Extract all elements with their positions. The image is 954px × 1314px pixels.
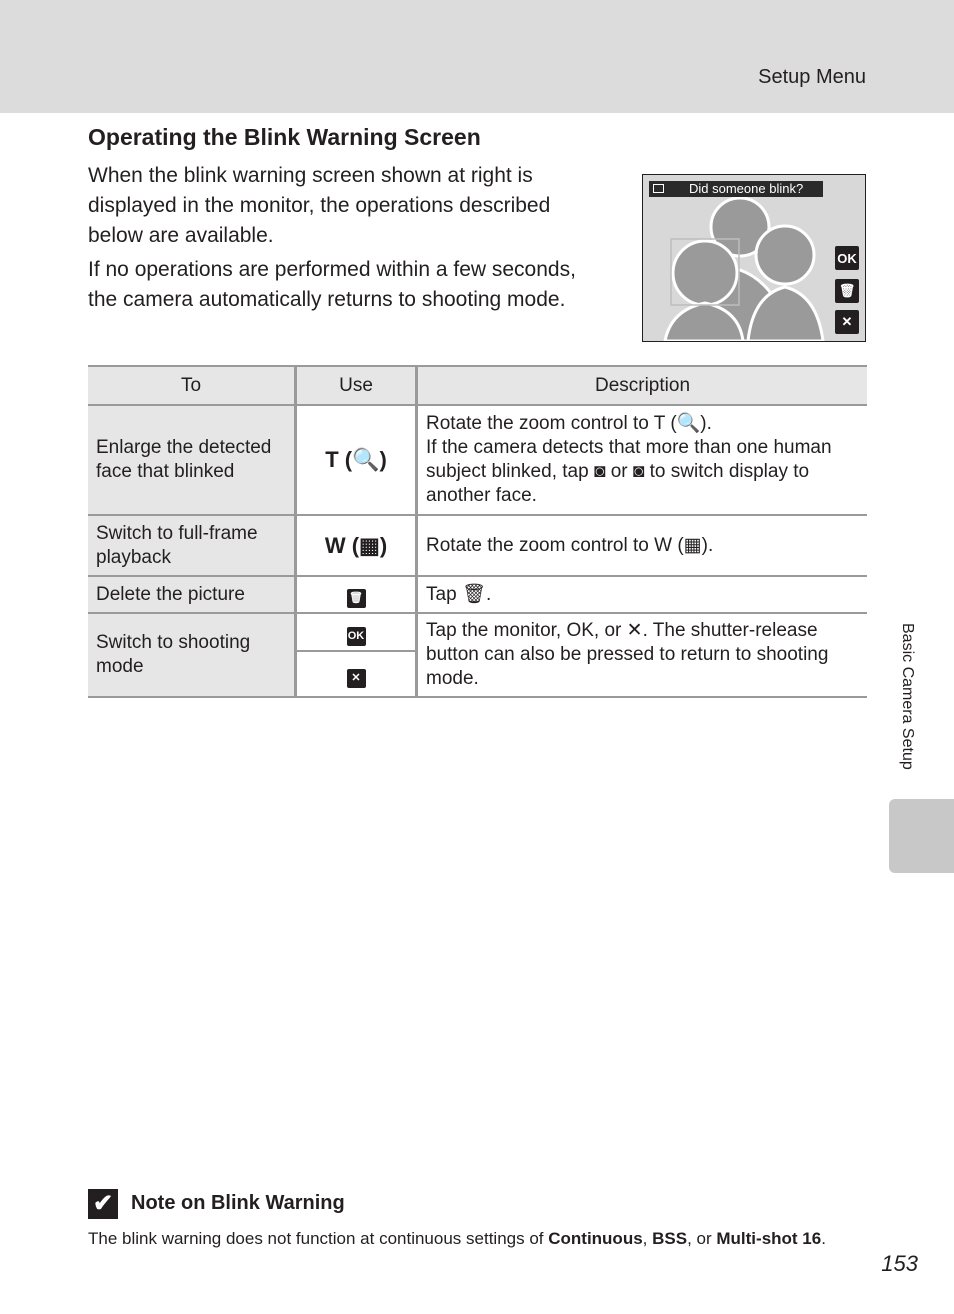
section-title: Operating the Blink Warning Screen [88, 124, 481, 150]
row-action: Switch to full-frame playback [88, 515, 296, 576]
column-header-use: Use [296, 366, 417, 405]
row-description [417, 405, 868, 515]
row-control [296, 613, 417, 651]
note-title: Note on Blink Warning [131, 1192, 345, 1214]
table-row [88, 405, 867, 515]
column-header-description: Description [417, 366, 868, 405]
table-header-row [88, 366, 867, 405]
table-row [88, 613, 867, 651]
side-tab[interactable] [889, 799, 954, 873]
row-control [296, 576, 417, 613]
side-tab-label: Basic Camera Setup [899, 623, 916, 770]
note-setting-multishot: Multi-shot 16 [716, 1229, 822, 1248]
check-icon: ✔ [88, 1189, 118, 1219]
row-action: Delete the picture [88, 576, 296, 613]
row-description: Rotate the zoom control to W (▦). [417, 515, 868, 576]
blink-banner-text: Did someone blink? [689, 181, 804, 196]
intro-text [88, 161, 608, 319]
page-header [0, 0, 954, 113]
table-row [88, 515, 867, 576]
blink-warning-screen-illustration [642, 174, 866, 342]
ok-icon: OK [347, 627, 366, 646]
close-icon: ✕ [347, 669, 366, 688]
row-control [296, 651, 417, 697]
row-description: Tap 🗑. [417, 576, 868, 613]
note-text-end: . [821, 1229, 826, 1248]
row-action: Switch to shooting mode [88, 613, 296, 697]
delete-button[interactable]: 🗑 [835, 279, 859, 303]
row-control: W (▦) [296, 515, 417, 576]
header-title: Setup Menu [758, 66, 866, 88]
row-description: Tap the monitor, OK, or ✕. The shutter-release button can also be pressed to return to shooting mode. [417, 613, 868, 697]
blink-warning-icon [653, 184, 664, 193]
table-row [88, 576, 867, 613]
operations-table [88, 365, 867, 698]
intro-paragraph-1: When the blink warning screen shown at right is displayed in the monitor, the operations described below are available. [88, 164, 551, 247]
blink-banner [649, 181, 823, 197]
close-button[interactable]: ✕ [835, 310, 859, 334]
delete-icon: 🗑 [347, 589, 366, 608]
note-setting-bss: BSS [652, 1229, 688, 1248]
intro-paragraph-2: If no operations are performed within a few seconds, the camera automatically returns to shooting mode. [88, 258, 576, 311]
note-text-start: The blink warning does not function at continuous settings of [88, 1229, 549, 1248]
row-description-line: Rotate the zoom control to T (🔍). [426, 413, 712, 434]
note-separator: , [642, 1229, 653, 1248]
row-description-line: If the camera detects that more than one human subject blinked, tap ◙ or ◙ to switch display to another face. [426, 437, 832, 506]
note-setting-continuous: Continuous [548, 1229, 643, 1248]
column-header-to: To [88, 366, 296, 405]
note-text [88, 1229, 826, 1249]
row-action: Enlarge the detected face that blinked [88, 405, 296, 515]
page-number: 153 [881, 1251, 918, 1276]
ok-button[interactable]: OK [835, 246, 859, 270]
row-control: T (🔍) [296, 405, 417, 515]
faces-illustration [643, 175, 865, 341]
note-separator: , or [687, 1229, 717, 1248]
